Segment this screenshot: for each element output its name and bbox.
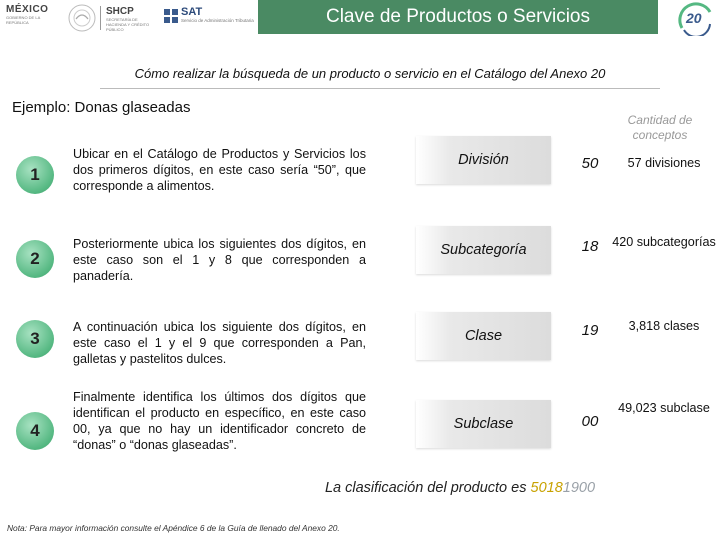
classification-result [200,480,720,496]
category-box-division [416,136,551,184]
step-number-2: 2 [16,240,54,278]
anexo-20-number: 20 [686,10,702,26]
step-text-4: Finalmente identifica los últimos dos dígitos que identifican el producto en específico, en este caso 00, ya que no hay un identificador concreto de “donas” o “donas glaseadas”. [73,390,366,452]
digits-2: 18 [581,238,599,255]
anexo-20-logo [676,2,716,36]
count-1: 57 divisiones [627,156,701,170]
digits-4: 00 [581,413,599,430]
logo-divider [100,6,101,30]
digits-1: 50 [581,155,599,172]
category-label: Subclase [453,416,514,432]
footnote: Nota: Para mayor información consulte el Apéndice 6 de la Guía de llenado del Anexo 20. [7,523,340,533]
page-title-banner [258,0,658,34]
step-text-1: Ubicar en el Catálogo de Productos y Servicios los dos primeros dígitos, en este caso sería “50”, que corresponde a alimentos. [73,147,366,193]
classification-prefix: La clasificación del producto es [324,480,531,496]
category-label: Clase [464,328,503,344]
category-box-clase [416,312,551,360]
count-4: 49,023 subclase [618,401,710,415]
subtitle-divider [100,88,660,89]
category-box-subclase [416,400,551,448]
category-label: Subcategoría [440,242,527,258]
step-number-1: 1 [16,156,54,194]
step-text-3: A continuación ubica los siguiente dos dígitos, en este caso el 1 y el 9 que corresponden a Pan, galletas y pastelitos dulces. [73,320,366,366]
classification-code-rest: 1900 [562,480,596,496]
example-label: Ejemplo: Donas glaseadas [12,99,191,116]
step-number-3: 3 [16,320,54,358]
subtitle: Cómo realizar la búsqueda de un producto o servicio en el Catálogo del Anexo 20 [134,66,606,81]
digits-3: 19 [581,322,599,339]
mexico-logo: MÉXICO GOBIERNO DE LA REPÚBLICA [6,4,49,25]
column-header: Cantidad de conceptos [627,113,693,142]
count-2: 420 subcategorías [612,235,716,249]
step-text-2: Posteriormente ubica los siguientes dos dígitos, en este caso son el 1 y 8 que corresponden a panadería. [73,237,366,283]
category-box-subcategoria [416,226,551,274]
count-3: 3,818 clases [628,319,700,333]
sat-emblem-icon [163,8,179,24]
eagle-seal-icon [67,3,97,33]
classification-code-highlight: 5018 [530,480,563,496]
shcp-logo: SHCP SECRETARÍA DE HACIENDA Y CRÉDITO PÚBLICO [106,6,150,32]
category-label: División [458,152,509,168]
page-title: Clave de Productos o Servicios [325,6,590,27]
step-number-4: 4 [16,412,54,450]
sat-logo: SAT Servicio de Administración Tributaria [181,6,254,23]
